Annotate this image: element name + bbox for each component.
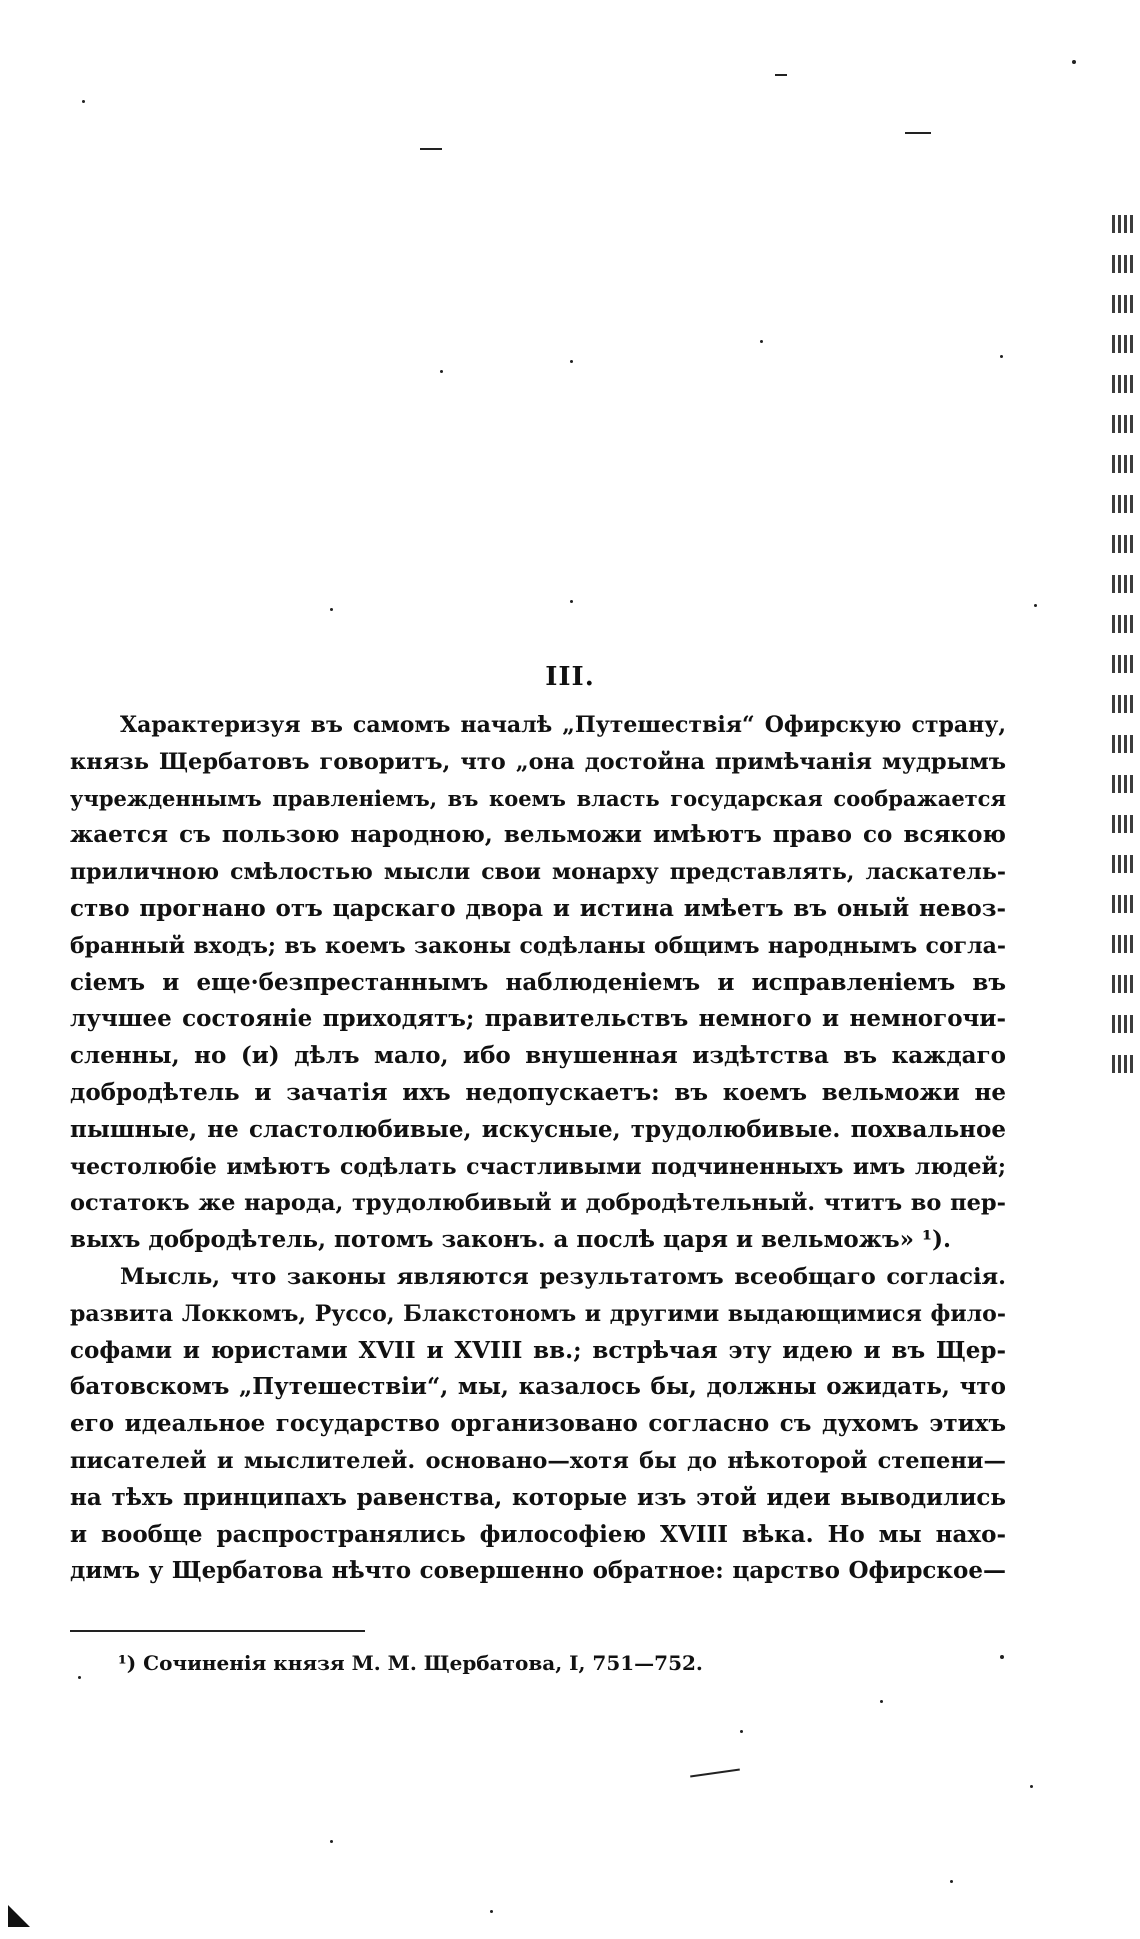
text-line: батовскомъ „Путешествіи“, мы, казалось бы, должны ожидать, что — [70, 1373, 1006, 1401]
text-line: на тѣхъ принципахъ равенства, которые изъ этой идеи выводились — [70, 1483, 1006, 1511]
text-line: Мысль, что законы являются результатомъ всеобщаго согласія. — [120, 1263, 1006, 1290]
scan-speck — [440, 370, 443, 373]
text-line: Характеризуя въ самомъ началѣ „Путешествія“ Офирскую страну, — [120, 712, 1006, 738]
scan-speck — [760, 340, 763, 343]
text-line: сленны, но (и) дѣлъ мало, ибо внушенная издѣтства въ каждаго — [70, 1042, 1006, 1070]
scan-speck — [570, 360, 573, 363]
scan-speck — [330, 1840, 333, 1843]
text-line: пышные, не сластолюбивые, искусные, трудолюбивые. похвальное — [70, 1115, 1006, 1143]
scan-speck — [490, 1910, 493, 1913]
scan-mark — [905, 132, 931, 134]
scan-speck — [1034, 604, 1037, 607]
text-line: писателей и мыслителей. основано—хотя бы до нѣкоторой степени— — [70, 1447, 1006, 1474]
footnote: ¹) Сочиненія князя М. М. Щербатова, I, 751—752. — [118, 1651, 703, 1675]
chapter-heading: III. — [545, 662, 595, 692]
text-line: лучшее состояніе приходятъ; правительствъ немного и немногочи- — [70, 1005, 1006, 1033]
scan-speck — [950, 1880, 953, 1883]
text-line: димъ у Щербатова нѣчто совершенно обратное: царство Офирское— — [70, 1557, 1006, 1585]
text-line: развита Локкомъ, Руссо, Блакстономъ и другими выдающимися фило- — [70, 1300, 1006, 1327]
scan-speck — [570, 600, 573, 603]
facing-page-bleed-through — [1110, 205, 1140, 1085]
scan-speck — [1072, 60, 1076, 64]
scan-speck — [78, 1676, 81, 1679]
text-line: честолюбіе имѣютъ содѣлать счастливыми подчиненныхъ имъ людей; — [70, 1153, 1006, 1180]
scan-speck — [82, 100, 85, 103]
text-line: остатокъ же народа, трудолюбивый и добродѣтельный. чтитъ во пер- — [70, 1190, 1006, 1217]
text-line: бранный входъ; въ коемъ законы содѣланы общимъ народнымъ согла- — [70, 932, 1006, 959]
scan-mark — [420, 148, 442, 150]
scan-speck — [1030, 1785, 1033, 1788]
text-line: жается съ пользою народною, вельможи имѣютъ право со всякою — [70, 821, 1006, 849]
text-line: добродѣтель и зачатія ихъ недопускаетъ: въ коемъ вельможи не — [70, 1078, 1006, 1106]
scan-mark — [690, 1769, 740, 1778]
scan-speck — [880, 1700, 883, 1703]
footnote-divider — [70, 1630, 365, 1632]
text-line: выхъ добродѣтель, потомъ законъ. а послѣ царя и вельможъ» ¹). — [70, 1226, 951, 1254]
scan-speck — [1000, 1655, 1004, 1659]
scan-speck — [1000, 355, 1003, 358]
text-line: приличною смѣлостью мысли свои монарху представлять, ласкатель- — [70, 859, 1006, 886]
text-line: князь Щербатовъ говоритъ, что „она достойна примѣчанія мудрымъ — [70, 748, 1006, 775]
body-text — [70, 707, 1006, 1590]
text-line: сіемъ и еще·безпрестаннымъ наблюденіемъ и исправленіемъ въ — [70, 968, 1006, 996]
scan-speck — [740, 1730, 743, 1733]
text-line: и вообще распространялись философіею XVIII вѣка. Но мы нахо- — [70, 1520, 1006, 1548]
scan-speck — [330, 608, 333, 611]
text-line: его идеальное государство организовано согласно съ духомъ этихъ — [70, 1410, 1006, 1438]
text-line: учрежденнымъ правленіемъ, въ коемъ власть государская соображается — [70, 785, 1006, 811]
text-line: ство прогнано отъ царскаго двора и истина имѣетъ въ оный невоз- — [70, 894, 1006, 922]
text-line: софами и юристами XVII и XVIII вв.; встрѣчая эту идею и въ Щер- — [70, 1336, 1006, 1364]
corner-scan-mark — [8, 1905, 30, 1927]
scan-mark — [775, 74, 787, 76]
